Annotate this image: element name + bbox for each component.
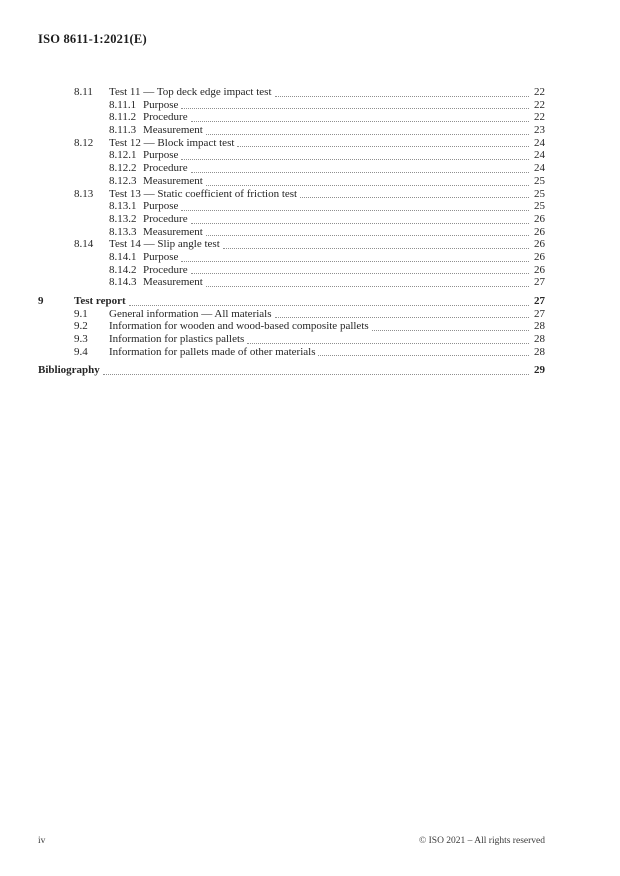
footer-page-number: iv	[38, 836, 46, 846]
toc-entry-title: Measurement	[143, 276, 203, 289]
toc-entry-page: 22	[534, 111, 545, 124]
toc-entry-number: 9.1	[74, 307, 88, 320]
toc-entry-number: 8.12.2	[109, 162, 137, 175]
toc-entry[interactable]	[38, 226, 545, 239]
dot-leader	[126, 295, 531, 308]
toc-entry[interactable]	[38, 149, 545, 162]
dot-leader	[188, 213, 531, 226]
toc-entry[interactable]	[38, 251, 545, 264]
toc-entry[interactable]	[38, 124, 545, 137]
toc-entry-title: Measurement	[143, 225, 203, 238]
toc-entry-title: Test report	[74, 295, 126, 307]
toc-entry-page: 24	[534, 136, 545, 149]
toc-entry[interactable]	[38, 213, 545, 226]
toc-entry-number: 9.2	[74, 320, 88, 333]
toc-entry-title: Procedure	[143, 212, 188, 225]
toc-entry[interactable]	[38, 295, 545, 308]
toc-entry[interactable]	[38, 99, 545, 112]
toc-entry-number: 8.13.3	[109, 225, 137, 238]
toc-entry[interactable]	[38, 238, 545, 251]
toc-entry[interactable]	[38, 276, 545, 289]
toc-entry[interactable]	[38, 320, 545, 333]
dot-leader	[188, 162, 531, 175]
toc-entry[interactable]	[38, 333, 545, 346]
toc-entry-page: 22	[534, 98, 545, 111]
dot-leader	[244, 333, 531, 346]
toc-entry-number: 8.13.2	[109, 212, 137, 225]
dot-leader	[297, 188, 531, 201]
toc-entry-page: 25	[534, 200, 545, 213]
toc-entry-page: 26	[534, 225, 545, 238]
toc-entry[interactable]	[38, 175, 545, 188]
toc-entry-title: Measurement	[143, 174, 203, 187]
toc	[38, 86, 545, 377]
toc-entry-title: Information for plastics pallets	[109, 333, 245, 346]
toc-entry-number: 8.11	[74, 86, 93, 98]
toc-entry-title: Purpose	[143, 149, 179, 162]
dot-leader	[220, 238, 531, 251]
dot-leader	[188, 264, 531, 277]
dot-leader	[188, 111, 531, 124]
toc-entry-title: Test 13 — Static coefficient of friction test	[109, 187, 298, 200]
toc-entry[interactable]	[38, 308, 545, 321]
toc-entry[interactable]	[38, 346, 545, 359]
toc-entry-number: 8.11.2	[109, 111, 137, 124]
toc-entry-title: Procedure	[143, 162, 188, 175]
toc-entry-title: Test 14 — Slip angle test	[109, 238, 220, 251]
toc-entry-title: Information for pallets made of other materials	[109, 345, 316, 358]
toc-entry[interactable]	[38, 111, 545, 124]
toc-entry-page: 24	[534, 149, 545, 162]
toc-entry-number: 8.14.3	[109, 276, 137, 289]
dot-leader	[234, 137, 531, 150]
dot-leader	[315, 346, 531, 359]
toc-entry-page: 26	[534, 238, 545, 251]
toc-entry-number: 8.13	[74, 187, 94, 200]
toc-entry-page: 22	[534, 86, 545, 98]
toc-entry-page: 26	[534, 212, 545, 225]
toc-entry-number: 9	[38, 295, 44, 307]
toc-entry-title: Purpose	[143, 250, 179, 263]
toc-entry-page: 27	[534, 276, 545, 289]
toc-entry-page: 25	[534, 187, 545, 200]
toc-entry-title: Purpose	[143, 200, 179, 213]
toc-entry[interactable]	[38, 162, 545, 175]
toc-entry-number: 9.3	[74, 333, 88, 346]
dot-leader	[272, 86, 531, 99]
toc-entry[interactable]	[38, 137, 545, 150]
toc-entry-page: 26	[534, 263, 545, 276]
toc-entry[interactable]	[38, 264, 545, 277]
toc-entry-number: 8.11.1	[109, 98, 137, 111]
toc-entry-title: Purpose	[143, 98, 179, 111]
toc-entry-title: Test 12 — Block impact test	[109, 136, 235, 149]
dot-leader	[178, 99, 531, 112]
toc-entry-page: 26	[534, 250, 545, 263]
toc-entry-number: 8.14.1	[109, 250, 137, 263]
dot-leader	[100, 364, 531, 377]
toc-entry-number: 8.12.1	[109, 149, 137, 162]
toc-entry-page: 29	[534, 364, 545, 377]
toc-entry-title: Bibliography	[38, 364, 100, 377]
toc-entry[interactable]	[38, 364, 545, 377]
footer-copyright: © ISO 2021 – All rights reserved	[419, 836, 545, 846]
toc-entry-page: 23	[534, 124, 545, 137]
dot-leader	[272, 308, 531, 321]
toc-entry-page: 28	[534, 333, 545, 346]
dot-leader	[203, 175, 531, 188]
toc-entry[interactable]	[38, 200, 545, 213]
dot-leader	[178, 149, 531, 162]
dot-leader	[369, 320, 531, 333]
toc-entry-page: 28	[534, 345, 545, 358]
document-id-header: ISO 8611-1:2021(E)	[38, 32, 147, 46]
toc-entry-number: 8.13.1	[109, 200, 137, 213]
toc-entry-page: 25	[534, 174, 545, 187]
toc-entry-number: 9.4	[74, 345, 88, 358]
toc-entry[interactable]	[38, 86, 545, 99]
toc-entry-number: 8.12	[74, 136, 94, 149]
toc-entry-title: Information for wooden and wood-based composite pallets	[109, 320, 369, 333]
dot-leader	[203, 124, 531, 137]
toc-entry[interactable]	[38, 188, 545, 201]
toc-entry-page: 27	[534, 295, 545, 307]
toc-entry-title: Test 11 — Top deck edge impact test	[109, 86, 272, 98]
toc-entry-number: 8.14.2	[109, 263, 137, 276]
dot-leader	[203, 276, 531, 289]
toc-entry-title: Procedure	[143, 111, 188, 124]
toc-entry-title: General information — All materials	[109, 307, 272, 320]
dot-leader	[178, 251, 531, 264]
toc-entry-title: Procedure	[143, 263, 188, 276]
toc-entry-number: 8.14	[74, 238, 94, 251]
page-footer	[38, 836, 545, 846]
toc-entry-page: 24	[534, 162, 545, 175]
toc-entry-title: Measurement	[143, 124, 203, 137]
dot-leader	[178, 200, 531, 213]
toc-entry-number: 8.11.3	[109, 124, 137, 137]
toc-entry-number: 8.12.3	[109, 174, 137, 187]
toc-entry-page: 28	[534, 320, 545, 333]
toc-entry-page: 27	[534, 307, 545, 320]
dot-leader	[203, 226, 531, 239]
